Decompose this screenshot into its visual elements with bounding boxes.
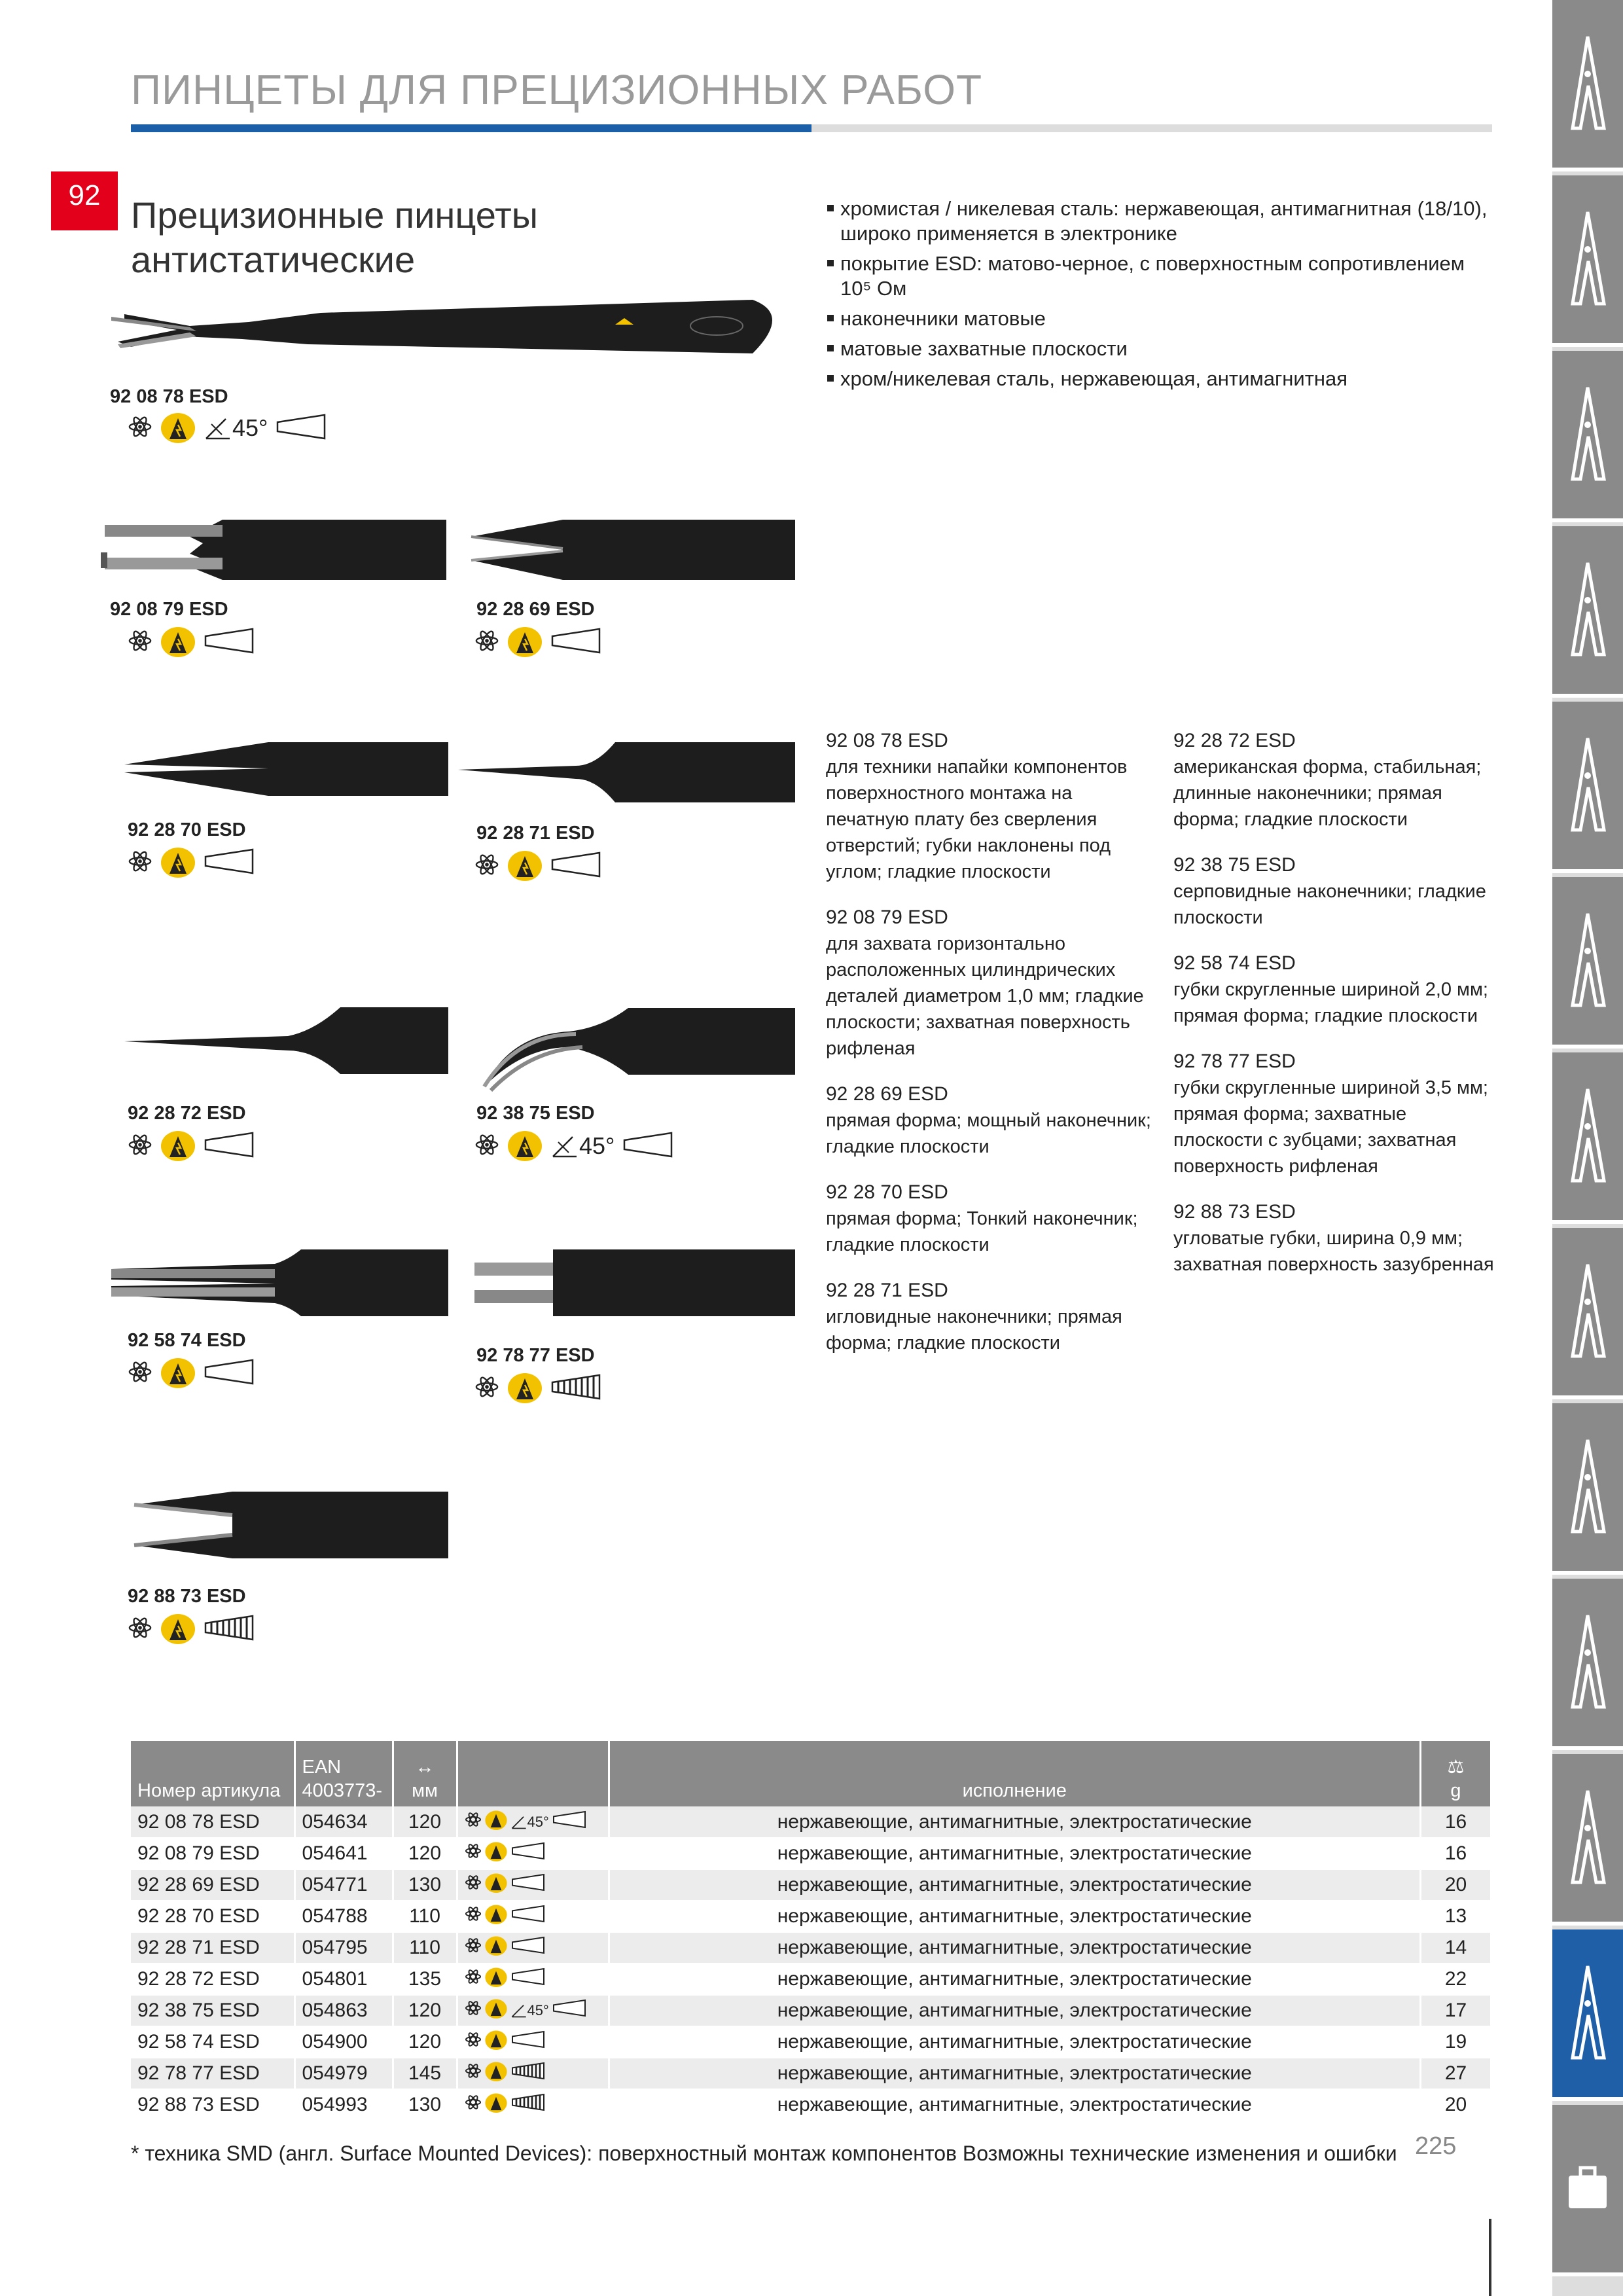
antimagnetic-icon [465, 1968, 482, 1990]
tweezer-image-923875 [471, 995, 795, 1093]
smooth-grip-icon [552, 1999, 587, 2022]
product-icons [128, 846, 255, 880]
feature-item: матовые захватные плоскости [826, 336, 1500, 361]
cell-ean: 054863 [294, 1995, 393, 2026]
table-row [131, 2089, 1491, 2121]
length-unit: мм [412, 1780, 438, 1801]
esd-icon [484, 2092, 508, 2118]
smooth-grip-icon [510, 2030, 546, 2054]
antimagnetic-icon [465, 1937, 482, 1959]
tweezer-image-922872 [118, 1005, 448, 1077]
tool-case-icon [1565, 2161, 1611, 2217]
header-length [393, 1741, 457, 1806]
page-number-rule [1489, 2219, 1491, 2296]
cell-weight: 20 [1421, 2089, 1491, 2121]
chapter-tab[interactable] [1552, 1052, 1623, 1224]
cell-icons [457, 1932, 609, 1964]
product-code: 92 28 69 ESD [476, 599, 595, 620]
esd-icon [484, 1935, 508, 1961]
description-code: 92 58 74 ESD [1173, 952, 1296, 974]
cell-length: 135 [393, 1964, 457, 1995]
product-icons [474, 1371, 601, 1405]
section-title-line1: Прецизионные пинцеты [131, 194, 538, 236]
esd-icon [507, 1128, 543, 1164]
feature-item: хром/никелевая сталь, нержавеющая, антимагнитная [826, 367, 1500, 391]
cell-article: 92 88 73 ESD [131, 2089, 294, 2121]
product-code: 92 88 73 ESD [128, 1586, 246, 1607]
description-code: 92 28 70 ESD [826, 1181, 948, 1203]
page-header-title: ПИНЦЕТЫ ДЛЯ ПРЕЦИЗИОННЫХ РАБОТ [131, 66, 983, 113]
cell-length: 145 [393, 2058, 457, 2089]
footnote: * техника SMD (англ. Surface Mounted Devices): поверхностный монтаж компонентов Возможны технические изменения и ошибки [131, 2142, 1397, 2165]
length-arrow-icon: ↔ [415, 1757, 435, 1778]
section-title [131, 193, 785, 282]
serrated-grip-icon [204, 1614, 255, 1645]
cell-weight: 17 [1421, 1995, 1491, 2026]
description-block [1173, 950, 1494, 1029]
scale-icon: ⚖ [1447, 1757, 1465, 1778]
header-icons [457, 1741, 609, 1806]
chapter-tab[interactable] [1552, 1929, 1623, 2101]
description-block [826, 905, 1153, 1062]
antimagnetic-icon [128, 628, 152, 656]
esd-icon [484, 2029, 508, 2055]
description-code: 92 08 78 ESD [826, 730, 948, 751]
smooth-grip-icon [204, 848, 255, 878]
esd-icon [484, 1903, 508, 1929]
product-icons [128, 1356, 255, 1390]
esd-icon [160, 410, 196, 446]
side-cutter-icon [1565, 910, 1611, 1012]
smooth-grip-icon [510, 1936, 546, 1960]
smooth-grip-icon [510, 1842, 546, 1865]
header-weight [1421, 1741, 1491, 1806]
esd-icon [160, 1128, 196, 1164]
product-icons [474, 625, 601, 659]
cell-execution: нержавеющие, антимагнитные, электростатические [609, 1806, 1421, 1838]
cell-article: 92 28 70 ESD [131, 1901, 294, 1932]
chapter-tab[interactable] [1552, 0, 1623, 171]
cell-article: 92 28 72 ESD [131, 1964, 294, 1995]
table-row [131, 1995, 1491, 2026]
cell-ean: 054801 [294, 1964, 393, 1995]
description-code: 92 08 79 ESD [826, 906, 948, 928]
description-text: для захвата горизонтально расположенных цилиндрических деталей диаметром 1,0 мм; гладкие плоскости; захватная поверхность рифленая [826, 933, 1144, 1059]
product-code: 92 58 74 ESD [128, 1330, 246, 1351]
antimagnetic-icon [474, 1374, 499, 1403]
cell-article: 92 38 75 ESD [131, 1995, 294, 2026]
wire-stripper-icon [1565, 1437, 1611, 1538]
esd-icon [507, 848, 543, 884]
chapter-tab[interactable] [1552, 1403, 1623, 1575]
description-text: угловатые губки, ширина 0,9 мм; захватная поверхность зазубренная [1173, 1228, 1494, 1275]
description-block [826, 1179, 1153, 1258]
tweezer-image-922871 [452, 740, 795, 805]
cell-weight: 19 [1421, 2026, 1491, 2058]
description-code: 92 88 73 ESD [1173, 1201, 1296, 1223]
smooth-grip-icon [622, 1131, 673, 1162]
description-text: серповидные наконечники; гладкие плоскости [1173, 881, 1486, 928]
angle-45-icon [550, 1132, 615, 1160]
description-block [826, 728, 1153, 885]
cell-ean: 054641 [294, 1838, 393, 1869]
smooth-grip-icon [552, 1810, 587, 1834]
antimagnetic-icon [465, 2031, 482, 2053]
cell-article: 92 58 74 ESD [131, 2026, 294, 2058]
antimagnetic-icon [128, 1359, 152, 1388]
esd-icon [160, 845, 196, 881]
cell-icons [457, 1964, 609, 1995]
long-nose-pliers-icon [1565, 384, 1611, 486]
product-table [131, 1741, 1492, 2121]
angle-value: 45° [527, 1813, 549, 1830]
cell-weight: 16 [1421, 1838, 1491, 1869]
cell-ean: 054634 [294, 1806, 393, 1838]
cell-length: 120 [393, 1995, 457, 2026]
chapter-tab[interactable] [1552, 702, 1623, 873]
cell-execution: нержавеющие, антимагнитные, электростатические [609, 2026, 1421, 2058]
cell-icons [457, 1806, 609, 1838]
angle-45-icon [204, 414, 268, 442]
cell-execution: нержавеющие, антимагнитные, электростатические [609, 2089, 1421, 2121]
cell-icons [457, 1838, 609, 1869]
cell-ean: 054979 [294, 2058, 393, 2089]
serrated-grip-icon [510, 2062, 546, 2085]
cell-length: 130 [393, 2089, 457, 2121]
product-code: 92 78 77 ESD [476, 1345, 595, 1366]
antimagnetic-icon [474, 628, 499, 656]
esd-icon [507, 624, 543, 660]
chapter-tab[interactable] [1552, 2105, 1623, 2276]
cell-icons [457, 2089, 609, 2121]
header-article: Номер артикула [131, 1741, 294, 1806]
end-cutter-icon [1565, 735, 1611, 836]
cell-execution: нержавеющие, антимагнитные, электростатические [609, 1901, 1421, 1932]
chapter-tab[interactable] [1552, 351, 1623, 522]
serrated-grip-icon [510, 2093, 546, 2117]
esd-icon [507, 1371, 543, 1407]
product-code: 92 08 78 ESD [110, 386, 228, 407]
antimagnetic-icon [465, 1842, 482, 1865]
cell-article: 92 78 77 ESD [131, 2058, 294, 2089]
product-icons [474, 1129, 673, 1163]
chapter-badge: 92 [51, 171, 118, 230]
table-row [131, 1869, 1491, 1901]
product-code: 92 38 75 ESD [476, 1103, 595, 1124]
esd-icon [484, 2060, 508, 2087]
cell-length: 120 [393, 2026, 457, 2058]
cell-length: 110 [393, 1901, 457, 1932]
cell-weight: 20 [1421, 1869, 1491, 1901]
cell-ean: 054788 [294, 1901, 393, 1932]
precision-pliers-icon [1565, 1787, 1611, 1889]
description-code: 92 78 77 ESD [1173, 1050, 1296, 1072]
esd-icon [484, 1998, 508, 2024]
esd-icon [484, 1809, 508, 1835]
angle-45-icon [510, 2002, 549, 2019]
chapter-tab[interactable] [1552, 526, 1623, 698]
esd-icon [484, 1966, 508, 1992]
cell-length: 120 [393, 1806, 457, 1838]
smooth-grip-icon [510, 1905, 546, 1928]
description-column-left [826, 728, 1153, 1376]
header-execution: исполнение [609, 1741, 1421, 1806]
esd-icon [484, 1872, 508, 1898]
smooth-grip-icon [276, 413, 327, 444]
description-block [1173, 1049, 1494, 1179]
cell-execution: нержавеющие, антимагнитные, электростатические [609, 1838, 1421, 1869]
table-row [131, 1964, 1491, 1995]
tweezer-image-922869 [465, 517, 795, 583]
tweezer-image-928873 [128, 1489, 448, 1561]
tweezers-icon [1565, 33, 1611, 135]
cell-ean: 054795 [294, 1932, 393, 1964]
product-code: 92 28 70 ESD [128, 819, 246, 840]
snipe-pliers-icon [1565, 560, 1611, 661]
table-row [131, 2058, 1491, 2089]
table-row [131, 1901, 1491, 1932]
product-icons [128, 411, 327, 445]
cell-length: 110 [393, 1932, 457, 1964]
cell-length: 120 [393, 1838, 457, 1869]
cell-icons [457, 1995, 609, 2026]
description-column-right [1173, 728, 1494, 1297]
smooth-grip-icon [510, 1873, 546, 1897]
antimagnetic-icon [465, 1874, 482, 1896]
feature-item: хромистая / никелевая сталь: нержавеющая, антимагнитная (18/10), широко применяется в электронике [826, 196, 1500, 246]
precision-tweezers-icon [1565, 1963, 1611, 2064]
antimagnetic-icon [465, 2000, 482, 2022]
section-title-line2: антистатические [131, 239, 416, 280]
description-code: 92 28 72 ESD [1173, 730, 1296, 751]
esd-icon [160, 624, 196, 660]
description-code: 92 28 69 ESD [826, 1083, 948, 1105]
description-text: губки скругленные шириной 3,5 мм; прямая форма; захватные плоскости с зубцами; захватная поверхность рифленая [1173, 1077, 1488, 1177]
feature-list [826, 196, 1500, 397]
cell-execution: нержавеющие, антимагнитные, электростатические [609, 1964, 1421, 1995]
cell-article: 92 08 78 ESD [131, 1806, 294, 1838]
smooth-grip-icon [204, 1131, 255, 1162]
description-block [826, 1081, 1153, 1160]
feature-item: покрытие ESD: матово-черное, с поверхностным сопротивлением 10⁵ Ом [826, 251, 1500, 301]
serrated-grip-icon [550, 1373, 601, 1404]
cell-icons [457, 2058, 609, 2089]
chapter-tab[interactable] [1552, 1228, 1623, 1399]
pliers-icon [1565, 209, 1611, 310]
table-row [131, 1806, 1491, 1838]
esd-icon [160, 1611, 196, 1647]
cable-cutter-icon [1565, 1612, 1611, 1713]
esd-icon [484, 1840, 508, 1867]
cell-article: 92 28 71 ESD [131, 1932, 294, 1964]
product-icons [474, 849, 601, 883]
antimagnetic-icon [128, 414, 152, 442]
cell-execution: нержавеющие, антимагнитные, электростатические [609, 1995, 1421, 2026]
antimagnetic-icon [465, 1905, 482, 1928]
chapter-tab[interactable] [1552, 1579, 1623, 1750]
page-number: 225 [1415, 2132, 1457, 2160]
cell-icons [457, 1901, 609, 1932]
antimagnetic-icon [128, 849, 152, 877]
weight-unit: g [1450, 1780, 1461, 1801]
product-code: 92 28 72 ESD [128, 1103, 246, 1124]
table-row [131, 2026, 1491, 2058]
cell-ean: 054993 [294, 2089, 393, 2121]
description-block [1173, 1199, 1494, 1278]
cell-weight: 13 [1421, 1901, 1491, 1932]
smooth-grip-icon [204, 627, 255, 658]
cell-execution: нержавеющие, антимагнитные, электростатические [609, 1869, 1421, 1901]
esd-icon [160, 1355, 196, 1391]
table-row [131, 1932, 1491, 1964]
antimagnetic-icon [474, 852, 499, 880]
cell-execution: нержавеющие, антимагнитные, электростатические [609, 1932, 1421, 1964]
tweezer-image-927877 [468, 1247, 795, 1319]
cell-icons [457, 2026, 609, 2058]
antimagnetic-icon [474, 1132, 499, 1160]
product-code: 92 08 79 ESD [110, 599, 228, 620]
header-rule-accent [131, 124, 812, 132]
cell-weight: 22 [1421, 1964, 1491, 1995]
description-text: прямая форма; мощный наконечник; гладкие плоскости [826, 1110, 1151, 1157]
description-text: губки скругленные шириной 2,0 мм; прямая форма; гладкие плоскости [1173, 979, 1488, 1026]
description-block [1173, 728, 1494, 833]
smooth-grip-icon [510, 1967, 546, 1991]
cell-ean: 054900 [294, 2026, 393, 2058]
header-ean: EAN 4003773- [294, 1741, 393, 1806]
description-text: прямая форма; Тонкий наконечник; гладкие плоскости [826, 1208, 1138, 1255]
product-code: 92 28 71 ESD [476, 823, 595, 844]
smooth-grip-icon [204, 1358, 255, 1389]
feature-item: наконечники матовые [826, 306, 1500, 331]
antimagnetic-icon [465, 1811, 482, 1833]
angle-45-icon [510, 1814, 549, 1831]
water-pump-pliers-icon [1565, 1086, 1611, 1187]
description-text: американская форма, стабильная; длинные наконечники; прямая форма; гладкие плоскости [1173, 757, 1482, 830]
table-header-row [131, 1741, 1491, 1806]
table-row [131, 1838, 1491, 1869]
cell-weight: 27 [1421, 2058, 1491, 2089]
smooth-grip-icon [550, 627, 601, 658]
cell-ean: 054771 [294, 1869, 393, 1901]
cell-execution: нержавеющие, антимагнитные, электростатические [609, 2058, 1421, 2089]
cell-weight: 14 [1421, 1932, 1491, 1964]
description-block [1173, 852, 1494, 931]
cell-article: 92 28 69 ESD [131, 1869, 294, 1901]
tweezer-image-920879 [98, 517, 452, 583]
chapter-tab[interactable] [1552, 175, 1623, 347]
description-text: игловидные наконечники; прямая форма; гладкие плоскости [826, 1306, 1122, 1354]
product-icons [128, 1129, 255, 1163]
tweezer-image-922870 [118, 740, 448, 798]
smooth-grip-icon [550, 851, 601, 882]
tweezer-image-925874 [105, 1247, 448, 1319]
cell-icons [457, 1869, 609, 1901]
description-code: 92 38 75 ESD [1173, 854, 1296, 876]
chapter-tab[interactable] [1552, 1754, 1623, 1926]
header-rule [131, 124, 1492, 132]
description-text: для техники напайки компонентов поверхностного монтажа на печатную плату без сверления отверстий; губки наклонены под углом; гладкие плоскости [826, 757, 1128, 882]
product-icons [128, 625, 255, 659]
angle-value: 45° [527, 2002, 549, 2018]
antimagnetic-icon [465, 2062, 482, 2085]
description-block [826, 1278, 1153, 1356]
tweezer-image-920878 [98, 288, 792, 373]
description-code: 92 28 71 ESD [826, 1280, 948, 1301]
antimagnetic-icon [465, 2094, 482, 2116]
angle-value: 45° [579, 1132, 615, 1159]
angle-value: 45° [232, 414, 268, 441]
product-icons [128, 1612, 255, 1646]
cell-length: 130 [393, 1869, 457, 1901]
cell-weight: 16 [1421, 1806, 1491, 1838]
cell-article: 92 08 79 ESD [131, 1838, 294, 1869]
chapter-tab[interactable] [1552, 877, 1623, 1049]
antimagnetic-icon [128, 1615, 152, 1643]
antimagnetic-icon [128, 1132, 152, 1160]
crimping-pliers-icon [1565, 1261, 1611, 1363]
